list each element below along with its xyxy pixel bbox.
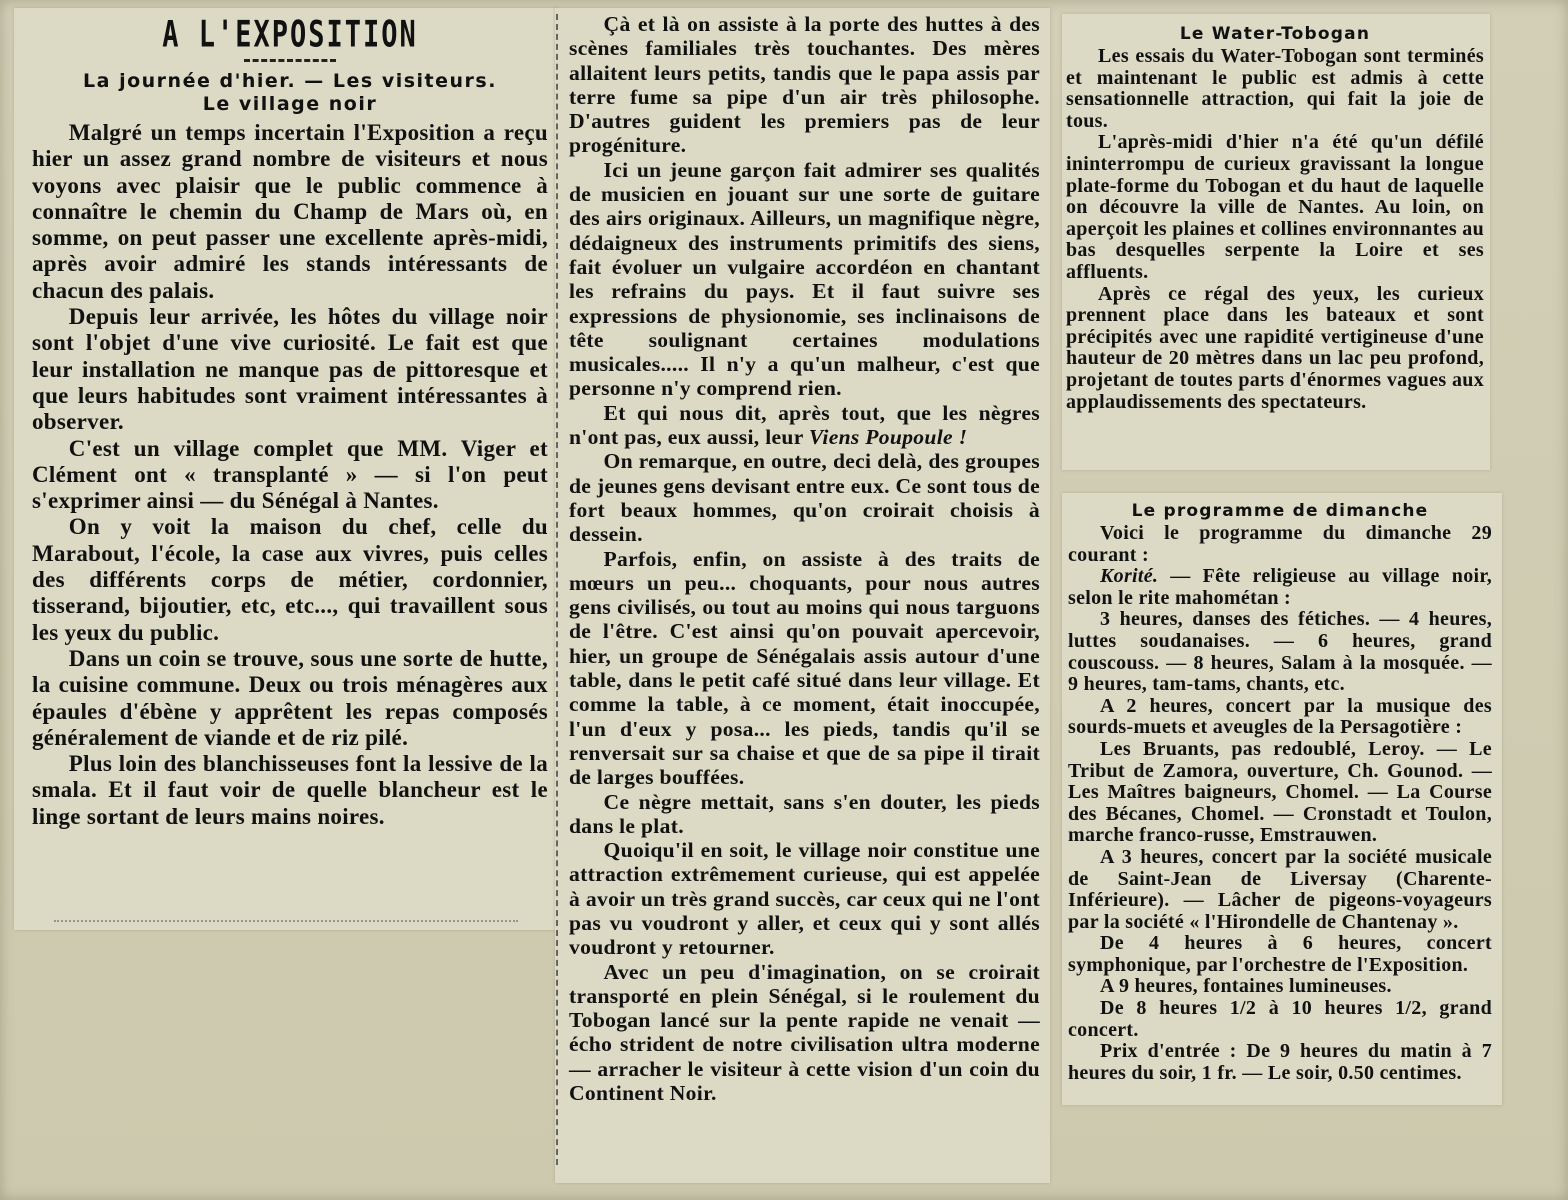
paragraph: A 9 heures, fontaines lumineuses. (1100, 975, 1392, 998)
paragraph: Parfois, enfin, on assiste à des traits de mœurs un peu... choquants, pour nous autres gens civilisés, ou tout au moins qui nous targuons de l'être. C'est ainsi qu'on pouvait apercevoir, hier, un groupe de Sénégalais assis autour d'une table, dans le petit café situé dans leur village. Et comme la table, à ce moment, était inoccupée, l'un d'eux y posa... les pieds, tandis qu'il se renversait sur sa chaise et que de sa pipe il tirait de larges bouffées. (569, 546, 1040, 790)
paragraph: On remarque, en outre, deci delà, des groupes de jeunes gens devisant entre eux. Ce sont tous de fort beaux hommes, qu'on croirait choisis à dessein. (569, 449, 1040, 547)
paragraph: A 2 heures, concert par la musique des sourds-muets et aveugles de la Persagotière : (1068, 694, 1492, 739)
paragraph: Avec un peu d'imagination, on se croirait transporté en plein Sénégal, si le roulement du Tobogan lancé sur la pente rapide ne venait — écho strident de notre civilisation ultra moderne — arracher le visiteur à cette vision d'un coin du Continent Noir. (569, 959, 1040, 1106)
paragraph: On y voit la maison du chef, celle du Marabout, l'école, la case aux vivres, puis celles des différents corps de métier, cordonnier, tisserand, bijoutier, etc, etc..., qui travaillent sous les yeux du public. (32, 514, 548, 645)
section-heading: Le Water-Tobogan (1179, 24, 1371, 44)
paragraph: Voici le programme du dimanche 29 courant : (1068, 522, 1492, 566)
paragraph: Prix d'entrée : De 9 heures du matin à 7 heures du soir, 1 fr. — Le soir, 0.50 centimes. (1068, 1040, 1492, 1084)
paragraph: Ce nègre mettait, sans s'en douter, les pieds dans le plat. (569, 789, 1040, 838)
paragraph: Après ce régal des yeux, les curieux prennent place dans les bateaux et sont précipités avec une rapidité vertigineuse d'une hauteur de 20 mètres dans un lac peu profond, projetant de toutes parts d'énormes vagues aux applaudissements des spectateurs. (1066, 282, 1484, 413)
paragraph: Ici un jeune garçon fait admirer ses qualités de musicien en jouant sur une sorte de guitare des airs originaux. Ailleurs, un magnifique nègre, dédaigneux des instruments primitifs des siens, fait évoluer un vulgaire accordéon en chantant les refrains du pays. Et il faut suivre ses expressions de physionomie, ses inclinaisons de tête soulignant certaines modulations musicales..... Il n'y a qu'un malheur, c'est que personne n'y comprend rien. (569, 157, 1040, 401)
paragraph (1068, 566, 1492, 609)
paragraph: Plus loin des blanchisseuses font la lessive de la smala. Et il faut voir de quelle blancheur est le linge sortant de leurs mains noires. (32, 751, 548, 829)
programme-body (1068, 523, 1492, 1084)
paragraph: Les essais du Water-Tobogan sont terminés et maintenant le public est admis à cette sensationnelle attraction, qui fait la joie de tous. (1066, 45, 1484, 132)
paragraph: L'après-midi d'hier n'a été qu'un défilé ininterrompu de curieux gravissant la longue plate-forme du Tobogan et du haut de laquelle on découvre la ville de Nantes. Au loin, on aperçoit les plaines et collines environnantes au bas desquelles serpente la Loire et ses affluents. (1066, 131, 1484, 283)
title-divider (244, 59, 336, 62)
section-heading: Le programme de dimanche (1131, 501, 1429, 521)
paragraph-text: Et qui nous dit, après tout, que les nègres n'ont pas, eux aussi, leur (569, 400, 1040, 450)
column-end-dots (54, 920, 518, 922)
paragraph (569, 401, 1040, 450)
paragraph: C'est un village complet que MM. Viger et Clément ont « transplanté » — si l'on peut s'exprimer ainsi — du Sénégal à Nantes. (32, 435, 548, 514)
paragraph: De 8 heures 1/2 à 10 heures 1/2, grand concert. (1068, 997, 1492, 1041)
paragraph: Quoiqu'il en soit, le village noir constitue une attraction extrêmement curieuse, qui est appelée à avoir un très grand succès, car ceux qui ne l'ont pas vu voudront y aller, et ceux qui y sont allés voudront y retourner. (569, 838, 1040, 960)
song-title: Viens Poupoule ! (808, 425, 968, 450)
paragraph: De 4 heures à 6 heures, concert symphonique, par l'orchestre de l'Exposition. (1068, 932, 1492, 976)
water-tobogan-article (1062, 14, 1490, 470)
paragraph: Les Bruants, pas redoublé, Leroy. — Le Tribut de Zamora, ouverture, Ch. Gounod. — Les Maîtres baigneurs, Chomel. — La Course des Bécanes, Chomel. — Cronstadt et Toulon, marche franco-russe, Emstrauwen. (1068, 737, 1492, 847)
left-column-body (32, 120, 548, 830)
middle-column-body (569, 12, 1040, 1105)
paragraph: Depuis leur arrivée, les hôtes du village noir sont l'objet d'une vive curiosité. Le fait est que leur installation ne manque pas de pittoresque et que leurs habitudes sont vraiment intéressantes à observer. (32, 304, 548, 435)
paragraph: Malgré un temps incertain l'Exposition a reçu hier un assez grand nombre de visiteurs et nous voyons avec plaisir que le public commence à connaître le chemin du Champ de Mars où, en somme, on peut passer une excellente après-midi, après avoir admiré les stands intéressants de chacun des palais. (32, 120, 548, 303)
article-title: A L'EXPOSITION (162, 14, 418, 56)
article-left-column (14, 8, 558, 930)
article-subhead: La journée d'hier. — Les visiteurs. (83, 70, 497, 92)
paragraph: A 3 heures, concert par la société musicale de Saint-Jean de Liversay (Charente-Inférieure). — Lâcher de pigeons-voyageurs par la société « l'Hirondelle de Chantenay ». (1068, 845, 1492, 933)
paragraph: Dans un coin se trouve, sous une sorte de hutte, la cuisine commune. Deux ou trois ménagères aux épaules d'ébène y apprêtent les repas composés généralement de viande et de riz pilé. (32, 645, 548, 750)
water-tobogan-body (1066, 46, 1484, 413)
paragraph-text: — Fête religieuse au village noir, selon le rite mahométan : (1068, 565, 1492, 609)
event-name: Korité. (1100, 565, 1159, 588)
article-middle-column (555, 8, 1050, 1183)
programme-article (1062, 493, 1502, 1105)
article-subhead-village: Le village noir (202, 93, 378, 115)
paragraph: Çà et là on assiste à la porte des huttes à des scènes familiales très touchantes. Des mères allaitent leurs petits, tandis que le papa assis par terre fume sa pipe d'un air très philosophe. D'autres guident les premiers pas de leur progéniture. (569, 12, 1040, 158)
paragraph: 3 heures, danses des fétiches. — 4 heures, luttes soudanaises. — 6 heures, grand couscouss. — 8 heures, Salam à la mosquée. — 9 heures, tam-tams, chants, etc. (1068, 608, 1492, 696)
